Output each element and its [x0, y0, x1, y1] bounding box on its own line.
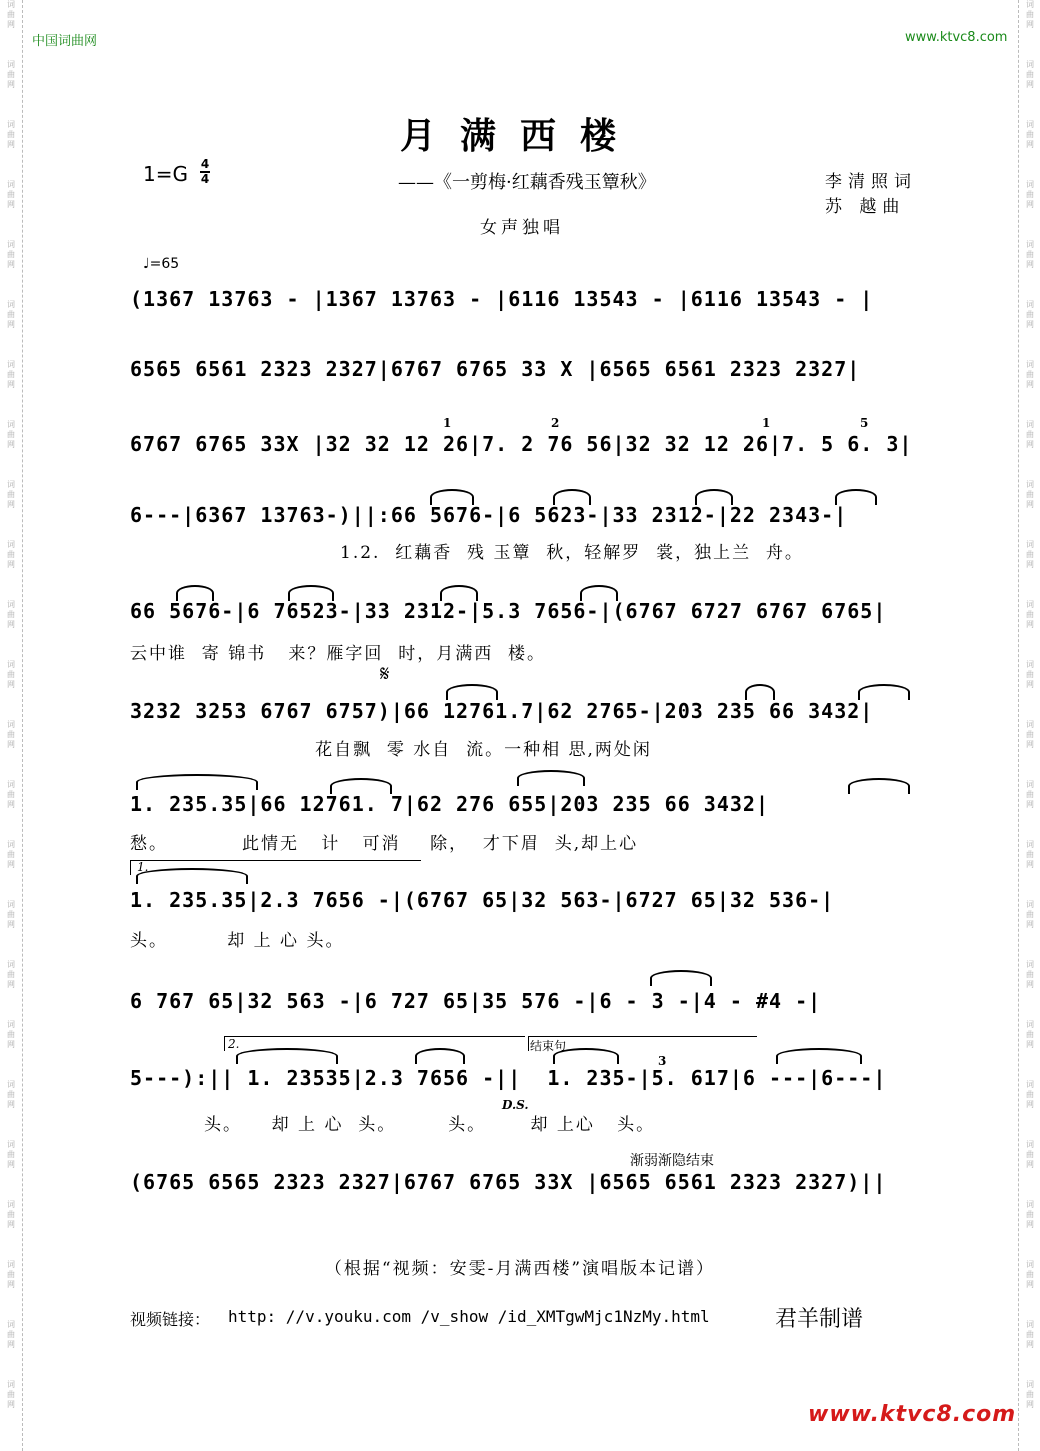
lyric-line-10: 头。 却 上 心 头。 头。 却 上心 头。: [130, 1115, 656, 1135]
slur-mark: [650, 970, 712, 986]
slur-mark: [553, 489, 591, 505]
site-url-right[interactable]: www.ktvc8.com: [905, 30, 1008, 45]
video-link-label: 视频链接：: [130, 1310, 211, 1329]
side-watermark: 词曲网: [1026, 180, 1034, 209]
side-watermark: 词曲网: [7, 300, 15, 329]
time-signature: [200, 158, 210, 186]
side-watermark: 词曲网: [1026, 1200, 1034, 1229]
side-watermark: 词曲网: [1026, 1320, 1034, 1349]
slur-mark: [745, 684, 775, 700]
side-watermark: 词曲网: [7, 1260, 15, 1289]
slur-mark: [695, 489, 733, 505]
side-watermark: 词曲网: [7, 960, 15, 989]
side-watermark: 词曲网: [1026, 600, 1034, 629]
volta-2-label: 2.: [228, 1037, 240, 1051]
site-logo[interactable]: www.ktvc8.com: [808, 1402, 1017, 1427]
side-watermark: 词曲网: [7, 540, 15, 569]
side-watermark: 词曲网: [1026, 780, 1034, 809]
score-line-4: 6---|6367 13763-)||:66 5676-|6 5623-|33 2312-|22 2343-|: [130, 503, 848, 527]
side-watermark: 词曲网: [1026, 300, 1034, 329]
side-watermark: 词曲网: [1026, 900, 1034, 929]
slur-mark: [848, 778, 910, 794]
lyric-line-5: 云中谁 寄 锦书 来？雁字回 时，月满西 楼。: [130, 644, 547, 664]
triplet-mark: 3: [658, 1054, 667, 1068]
lyric-line-4: 1.2. 红藕香 残 玉簟 秋，轻解罗 裳，独上兰 舟。: [340, 543, 804, 563]
side-watermark: 词曲网: [7, 180, 15, 209]
grace-note-4: 5: [860, 416, 869, 430]
slur-mark: [176, 585, 214, 601]
side-watermark: 词曲网: [1026, 1260, 1034, 1289]
side-watermark: 词曲网: [7, 720, 15, 749]
score-line-3: 6767 6765 33X |32 32 12 26|7. 2 76 56|32 32 12 26|7. 5 6. 3|: [130, 432, 913, 456]
source-note: （根据“视频：安雯-月满西楼”演唱版本记谱）: [324, 1259, 716, 1279]
slur-mark: [136, 868, 248, 884]
side-watermark: 词曲网: [1026, 540, 1034, 569]
side-watermark: 词曲网: [1026, 0, 1034, 29]
fade-out-label: 渐弱渐隐结束: [630, 1153, 714, 1169]
side-watermark: 词曲网: [1026, 960, 1034, 989]
side-watermark: 词曲网: [7, 360, 15, 389]
side-watermark: 词曲网: [1026, 420, 1034, 449]
side-watermark: 词曲网: [7, 1380, 15, 1409]
score-line-10: 5---):|| 1. 23535|2.3 7656 -|| 1. 235-|5. 617|6 ---|6---|: [130, 1066, 887, 1090]
side-watermark: 词曲网: [7, 120, 15, 149]
side-watermark: 词曲网: [7, 1020, 15, 1049]
side-watermark: 词曲网: [1026, 1080, 1034, 1109]
grace-note-1: 1: [443, 416, 452, 430]
grace-note-3: 1: [762, 416, 771, 430]
slur-mark: [136, 774, 258, 790]
side-watermark: 词曲网: [1026, 1020, 1034, 1049]
slur-mark: [517, 770, 585, 786]
slur-mark: [580, 585, 618, 601]
side-watermark: 词曲网: [7, 1080, 15, 1109]
volta-1-label: 1.: [137, 860, 149, 874]
side-watermark: 词曲网: [7, 420, 15, 449]
side-watermark: 词曲网: [7, 840, 15, 869]
side-watermark: 词曲网: [7, 480, 15, 509]
slur-mark: [553, 1048, 619, 1064]
side-watermark: 词曲网: [1026, 840, 1034, 869]
score-line-6: 3232 3253 6767 6757)|66 12761.7|62 2765-|203 235 66 3432|: [130, 699, 874, 723]
tempo-marking: ♩=65: [143, 256, 180, 272]
subtitle: ——《一剪梅·红藕香残玉簟秋》: [398, 172, 656, 193]
side-watermark: 词曲网: [1026, 360, 1034, 389]
side-watermark: 词曲网: [7, 900, 15, 929]
score-line-9: 6 767 65|32 563 -|6 727 65|35 576 -|6 - 3 -|4 - #4 -|: [130, 989, 822, 1013]
slur-mark: [858, 684, 910, 700]
slur-mark: [776, 1048, 862, 1064]
right-margin-strip: [1018, 0, 1040, 1451]
side-watermark: 词曲网: [7, 240, 15, 269]
slur-mark: [835, 489, 877, 505]
side-watermark: 词曲网: [7, 0, 15, 29]
side-watermark: 词曲网: [1026, 720, 1034, 749]
left-margin-strip: [0, 0, 23, 1451]
site-name-left[interactable]: 中国词曲网: [32, 34, 98, 49]
ds-marking: D.S.: [502, 1098, 529, 1112]
slur-mark: [288, 585, 334, 601]
grace-note-2: 2: [551, 416, 560, 430]
slur-mark: [446, 684, 498, 700]
score-line-1: (1367 13763 - |1367 13763 - |6116 13543 - |6116 13543 - |: [130, 287, 874, 311]
score-line-11: (6765 6565 2323 2327|6767 6765 33X |6565 6561 2323 2327)||: [130, 1170, 887, 1194]
side-watermark: 词曲网: [7, 660, 15, 689]
lyric-line-6: 花自飘 零 水自 流。一种相 思,两处闲: [130, 740, 652, 760]
song-title: 月满西楼: [399, 115, 640, 157]
score-line-5: 66 5676-|6 76523-|33 2312-|5.3 7656-|(6767 6727 6767 6765|: [130, 599, 887, 623]
side-watermark: 词曲网: [1026, 60, 1034, 89]
slur-mark: [415, 1048, 465, 1064]
slur-mark: [330, 778, 392, 794]
side-watermark: 词曲网: [7, 1140, 15, 1169]
video-link-url[interactable]: http: //v.youku.com /v_show /id_XMTgwMjc1NzMy.html: [228, 1307, 710, 1326]
score-line-8: 1. 235.35|2.3 7656 -|(6767 65|32 563-|6727 65|32 536-|: [130, 888, 835, 912]
slur-mark: [440, 585, 478, 601]
lyricist-credit: 李清照词: [825, 172, 917, 192]
side-watermark: 词曲网: [1026, 1380, 1034, 1409]
side-watermark: 词曲网: [7, 780, 15, 809]
score-line-7: 1. 235.35|66 12761. 7|62 276 655|203 235 66 3432|: [130, 792, 770, 816]
side-watermark: 词曲网: [1026, 480, 1034, 509]
composer-credit: 苏 越曲: [825, 197, 906, 217]
side-watermark: 词曲网: [1026, 1140, 1034, 1169]
side-watermark: 词曲网: [1026, 120, 1034, 149]
side-watermark: 词曲网: [7, 1320, 15, 1349]
segno-sign: 𝄋: [380, 662, 390, 687]
key-signature: 1=G: [143, 162, 188, 186]
meter-bottom: 4: [200, 172, 210, 186]
side-watermark: 词曲网: [7, 1200, 15, 1229]
slur-mark: [236, 1048, 338, 1064]
side-watermark: 词曲网: [7, 60, 15, 89]
ending-label: 结束句: [530, 1039, 567, 1053]
side-watermark: 词曲网: [1026, 660, 1034, 689]
lyric-line-7: 愁。 此情无 计 可消 除， 才下眉 头,却上心: [130, 834, 639, 854]
side-watermark: 词曲网: [7, 600, 15, 629]
voice-type: 女声独唱: [480, 218, 564, 238]
slur-mark: [430, 489, 474, 505]
lyric-line-8: 头。 却 上 心 头。: [130, 931, 345, 951]
score-line-2: 6565 6561 2323 2327|6767 6765 33 X |6565 6561 2323 2327|: [130, 357, 861, 381]
arranger-signature: 君羊制谱: [775, 1307, 864, 1332]
side-watermark: 词曲网: [1026, 240, 1034, 269]
meter-top: 4: [200, 157, 210, 171]
